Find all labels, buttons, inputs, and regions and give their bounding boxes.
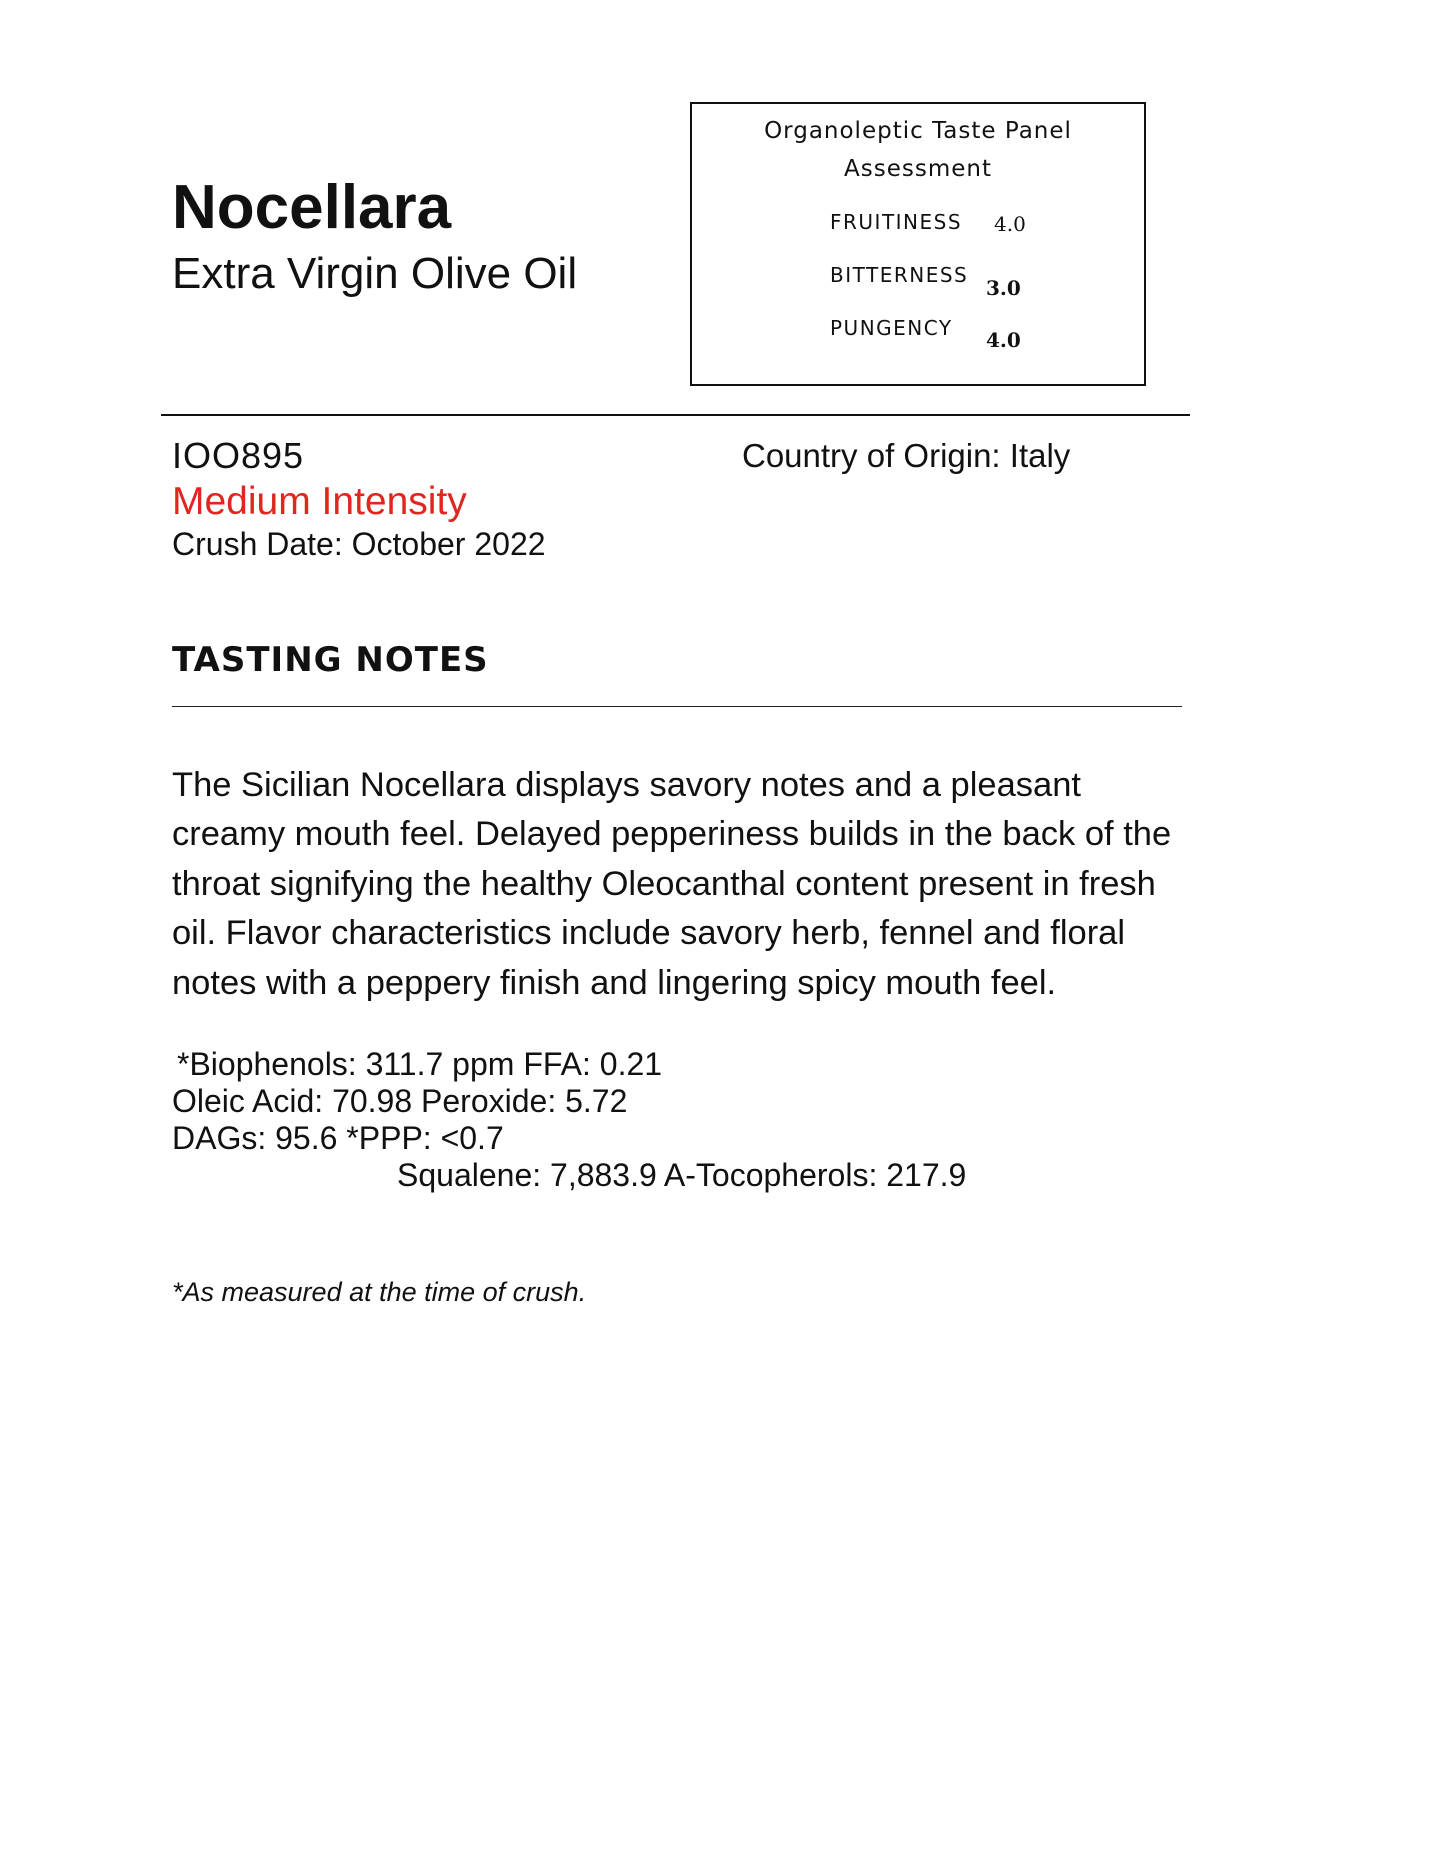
bitterness-value: 3.0 (986, 276, 1021, 300)
header-divider (161, 414, 1190, 416)
tasting-notes-title: TASTING NOTES (172, 640, 489, 680)
taste-panel-title: Organoleptic Taste Panel Assessment (764, 118, 1072, 182)
crush-date: Crush Date: October 2022 (172, 526, 546, 562)
chemistry-line-2: Oleic Acid: 70.98 Peroxide: 5.72 (172, 1083, 628, 1119)
product-subtitle: Extra Virgin Olive Oil (172, 249, 578, 298)
lot-number: IOO895 (172, 435, 305, 476)
fruitiness-value: 4.0 (994, 212, 1026, 236)
chemistry-line-1: *Biophenols: 311.7 ppm FFA: 0.21 (177, 1046, 663, 1082)
fruitiness-label: FRUITINESS (830, 210, 963, 234)
bitterness-label: BITTERNESS (830, 263, 969, 287)
footnote: *As measured at the time of crush. (172, 1277, 587, 1307)
intensity-label: Medium Intensity (172, 480, 467, 523)
product-name: Nocellara (172, 173, 452, 242)
taste-panel-box (690, 102, 1146, 386)
country-of-origin: Country of Origin: Italy (742, 437, 1071, 474)
pungency-value: 4.0 (986, 328, 1021, 352)
chemistry-line-3: DAGs: 95.6 *PPP: <0.7 (172, 1120, 504, 1156)
chemistry-line-4: Squalene: 7,883.9 A-Tocopherols: 217.9 (397, 1157, 967, 1193)
tasting-notes-body: The Sicilian Nocellara displays savory notes and a pleasant creamy mouth feel. Delayed pepperiness builds in the back of the throat signifying the healthy Oleocanthal content present in fresh oil. Flavor characteristics include savory herb, fennel and floral notes with a peppery finish and lingering spicy mouth feel. (172, 765, 1172, 1002)
pungency-label: PUNGENCY (830, 316, 953, 340)
tasting-notes-divider (172, 706, 1182, 707)
